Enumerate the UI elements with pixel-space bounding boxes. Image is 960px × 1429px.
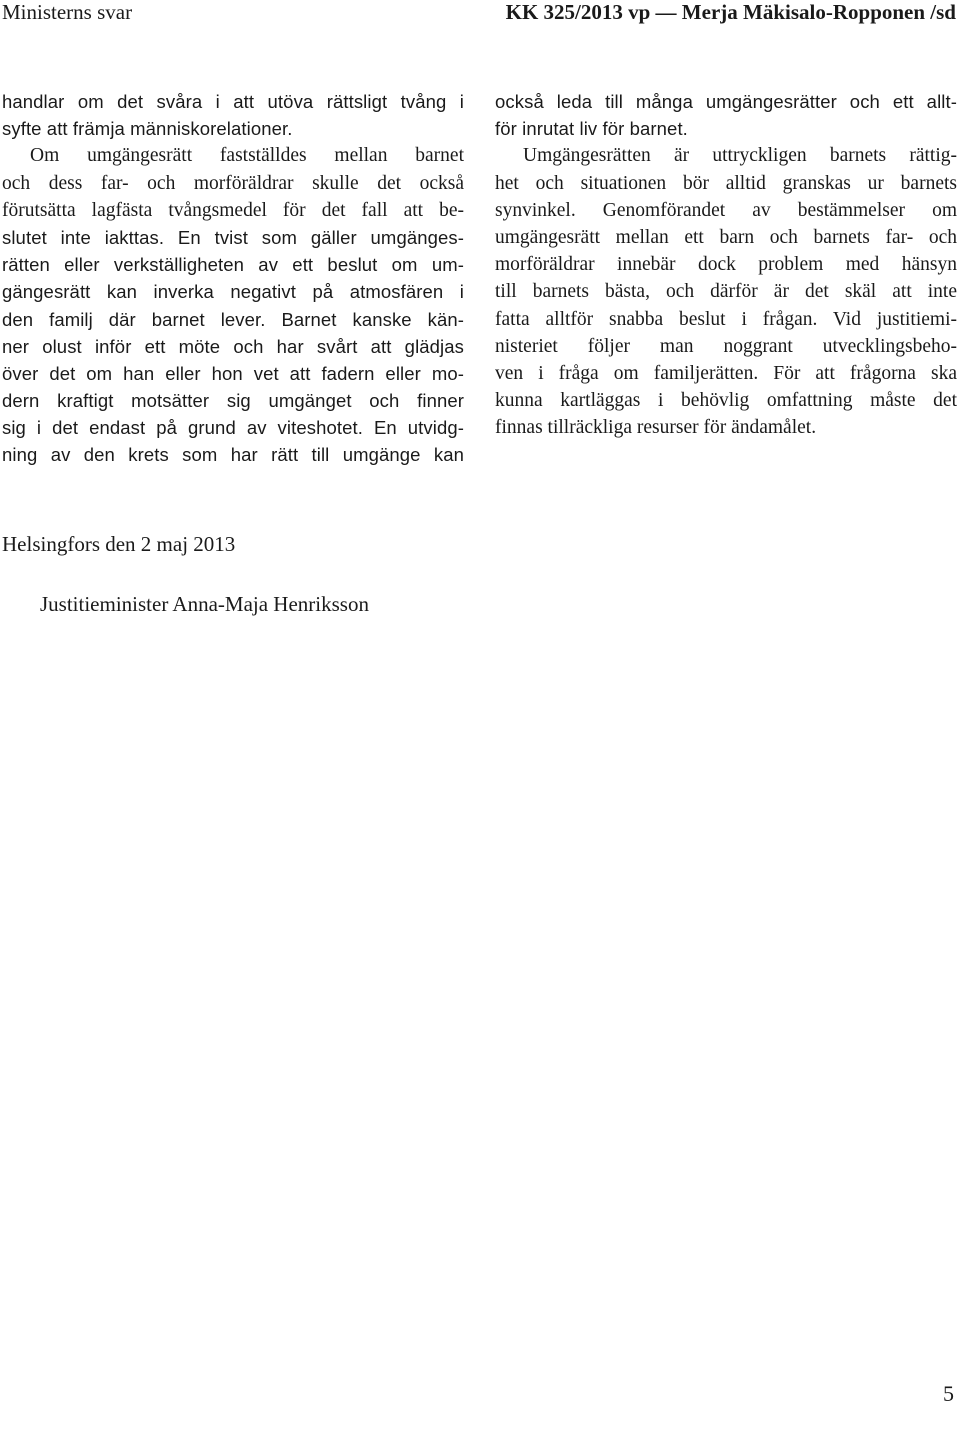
header-document-reference: KK 325/2013 vp — Merja Mäkisalo-Ropponen /sd bbox=[505, 0, 956, 24]
page-number: 5 bbox=[943, 1381, 954, 1406]
text-line: till barnets bästa, och därför är det skäl att inte bbox=[495, 281, 957, 303]
text-line: handlar om det svåra i att utöva rättsligt tvång i bbox=[2, 91, 464, 112]
text-line: umgängesrätt mellan ett barn och barnets far- och bbox=[495, 226, 957, 248]
text-line: finnas tillräckliga resurser för ändamålet. bbox=[495, 417, 817, 439]
text-line: syfte att främja människorelationer. bbox=[2, 118, 293, 140]
text-line: ner olust inför ett möte och har svårt att glädjas bbox=[2, 335, 464, 357]
place-and-date: Helsingfors den 2 maj 2013 bbox=[2, 532, 236, 556]
text-line: fatta alltför snabba beslut i frågan. Vid justitiemi- bbox=[495, 308, 957, 330]
text-line: dern kraftigt motsätter sig umgänget och finner bbox=[2, 390, 464, 412]
minister-signature: Justitieminister Anna-Maja Henriksson bbox=[40, 592, 369, 616]
left-text-column bbox=[2, 88, 464, 469]
text-line: sig i det endast på grund av viteshotet. En utvidg- bbox=[2, 417, 464, 439]
header-section-title: Ministerns svar bbox=[2, 0, 133, 24]
text-line: slutet inte iakttas. En tvist som gäller umgänges- bbox=[2, 226, 464, 248]
text-line: nisteriet följer man noggrant utvecklingsbeho- bbox=[495, 335, 957, 357]
text-line: morföräldrar innebär dock problem med hänsyn bbox=[495, 254, 957, 276]
text-line: synvinkel. Genomförandet av bestämmelser om bbox=[495, 199, 957, 221]
right-text-column bbox=[495, 88, 957, 441]
text-line: för inrutat liv för barnet. bbox=[495, 118, 688, 140]
text-line: och dess far- och morföräldrar skulle det också bbox=[2, 172, 464, 194]
text-line: förutsätta lagfästa tvångsmedel för det fall att be- bbox=[2, 199, 464, 221]
text-line: gängesrätt kan inverka negativt på atmosfären i bbox=[2, 281, 464, 303]
text-line: också leda till många umgängesrätter och ett allt- bbox=[495, 91, 957, 112]
text-line: över det om han eller hon vet att fadern eller mo- bbox=[2, 362, 464, 384]
text-line: het och situationen bör alltid granskas ur barnets bbox=[495, 172, 957, 194]
text-line: ven i fråga om familjerätten. För att frågorna ska bbox=[495, 362, 957, 384]
text-line: rätten eller verkställigheten av ett beslut om um- bbox=[2, 254, 464, 276]
text-line: Om umgängesrätt fastställdes mellan barnet bbox=[30, 145, 464, 167]
text-line: kunna kartläggas i behövlig omfattning måste det bbox=[495, 390, 957, 412]
running-header bbox=[0, 0, 960, 24]
text-line: ning av den krets som har rätt till umgänge kan bbox=[2, 444, 464, 466]
text-line: Umgängesrätten är uttryckligen barnets rättig- bbox=[523, 145, 957, 167]
text-line: den familj där barnet lever. Barnet kanske kän- bbox=[2, 308, 464, 330]
